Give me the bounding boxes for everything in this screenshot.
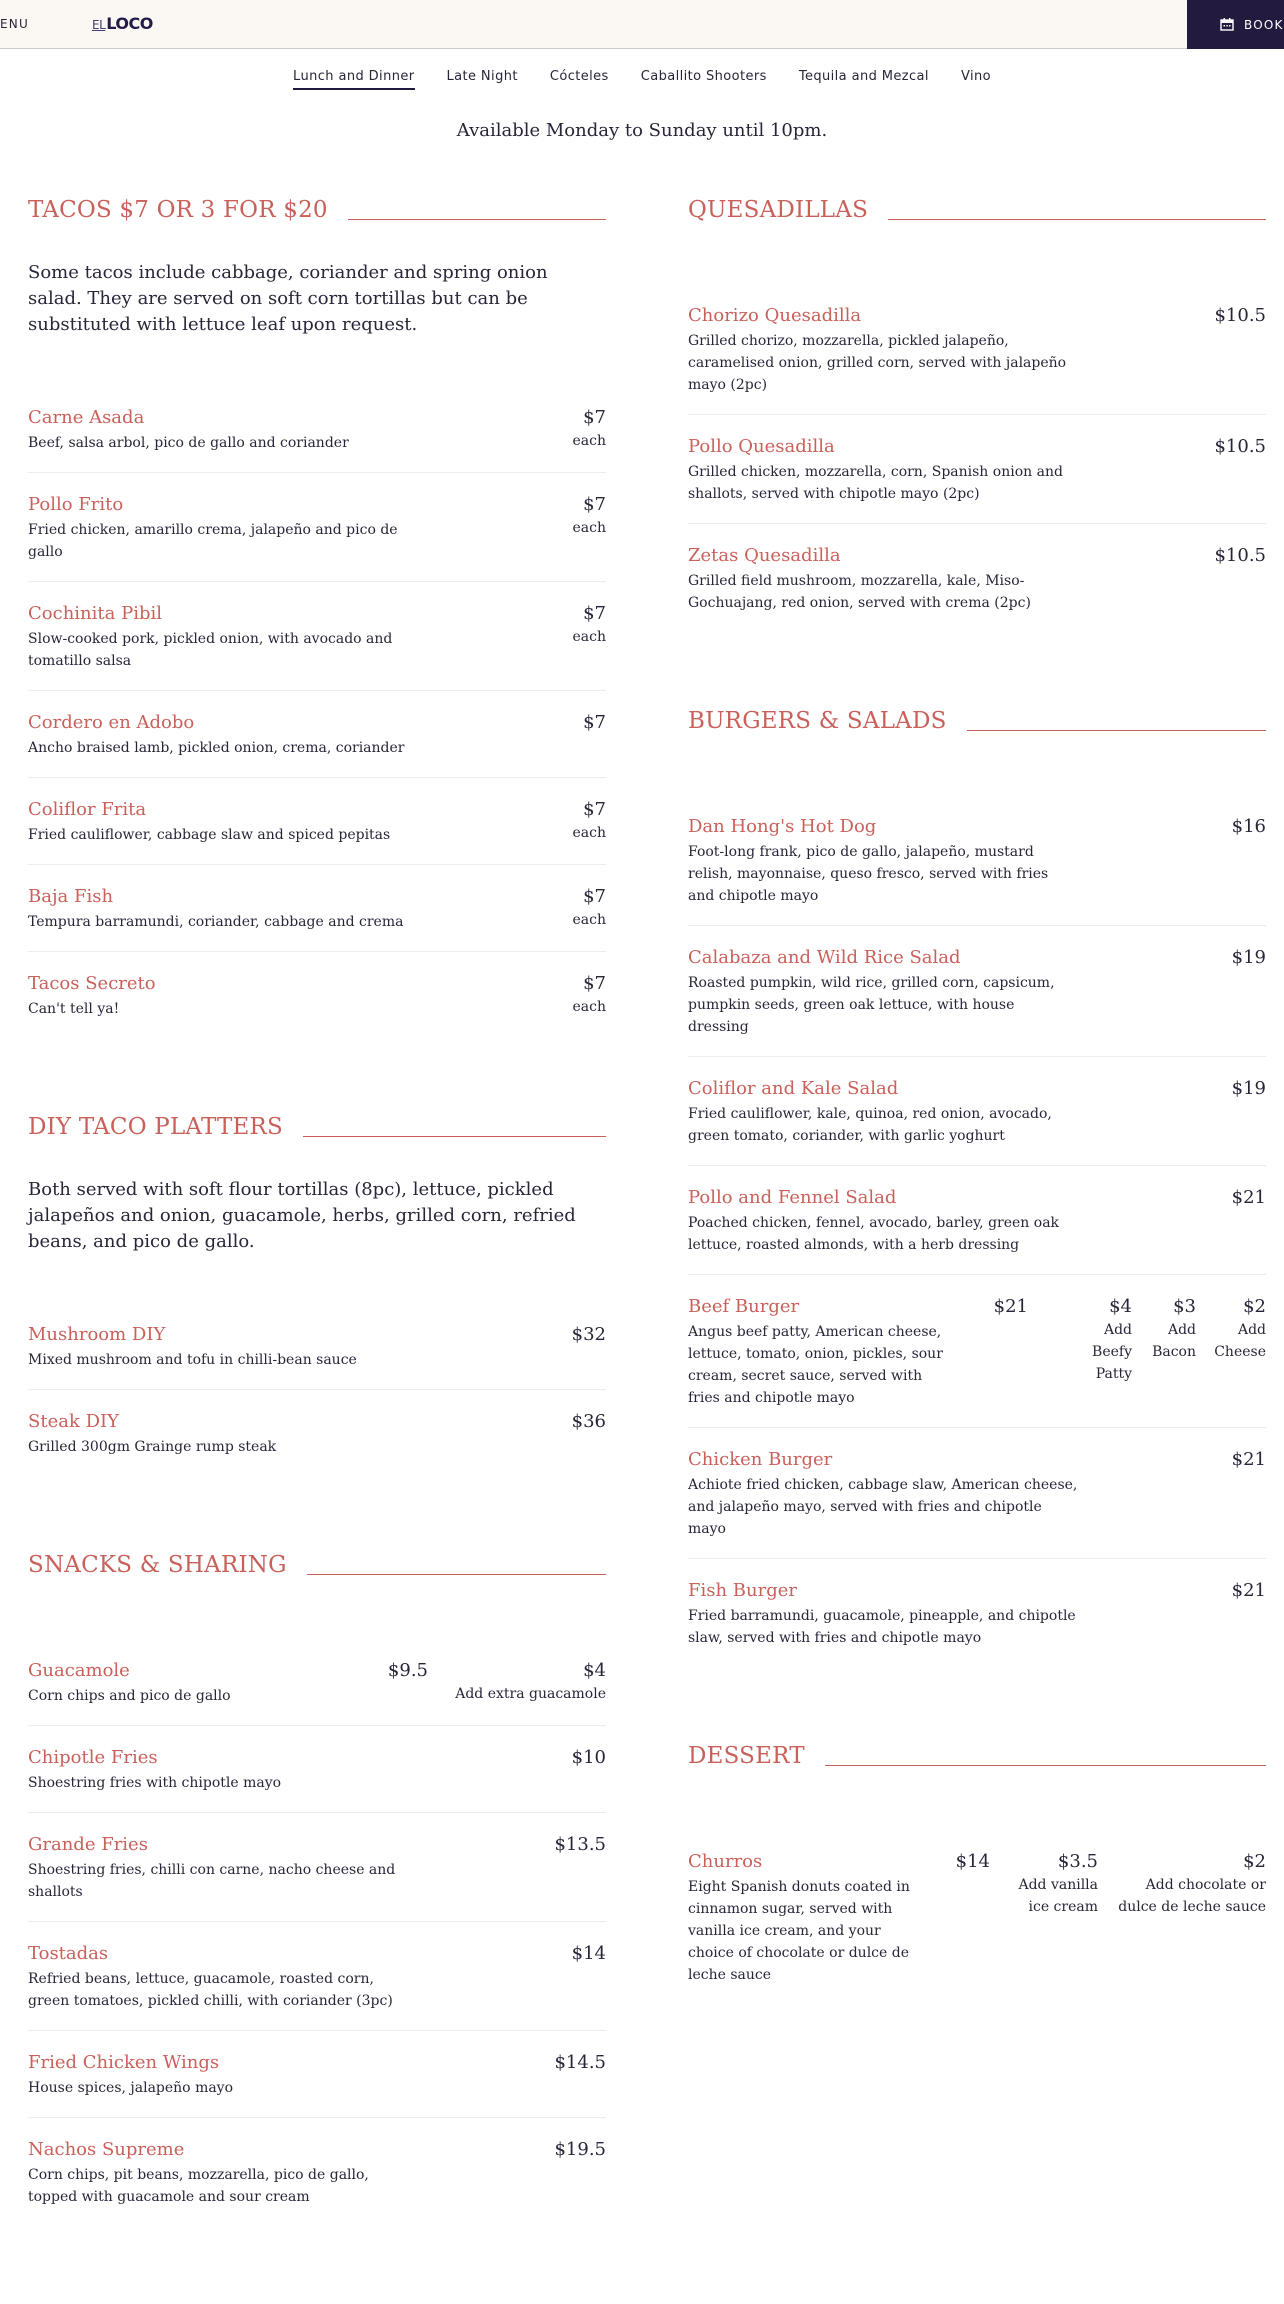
menu-item [28,2117,606,2226]
item-price: $21 [1231,1580,1266,1601]
item-name: Steak DIY [28,1411,120,1432]
item-name: Beef Burger [688,1296,800,1317]
item-name: Tacos Secreto [28,973,156,994]
price-group [388,1659,606,1705]
menu-item [688,815,1266,925]
section-header [688,710,1266,733]
item-name: Cochinita Pibil [28,603,162,624]
menu-item [688,1165,1266,1274]
addon-note: Add chocolate or dulce de leche sauce [1118,1877,1266,1915]
item-description: Refried beans, lettuce, guacamole, roasted corn, green tomatoes, pickled chilli, with coriander (3pc) [28,1971,393,2009]
logo-prefix: EL [92,18,106,32]
addon-price: $3 [1173,1296,1196,1317]
item-price: $7 [583,407,606,428]
item-price: $19 [1231,947,1266,968]
item-price: $7 [583,799,606,820]
menu-item [28,1389,606,1476]
menu-item [28,472,606,581]
top-bar [0,0,1284,49]
item-description: Achiote fried chicken, cabbage slaw, American cheese, and jalapeño mayo, served with fries and chipotle mayo [688,1477,1078,1537]
item-description: Corn chips, pit beans, mozzarella, pico de gallo, topped with guacamole and sour cream [28,2167,369,2205]
addon-note: Add extra guacamole [455,1686,606,1702]
item-description: Fried chicken, amarillo crema, jalapeño and pico de gallo [28,522,398,560]
item-price: $21 [993,1296,1028,1317]
item-price: $21 [1231,1187,1266,1208]
menu-item [28,864,606,951]
menu-item [688,1274,1266,1427]
item-name: Coliflor and Kale Salad [688,1078,899,1099]
section-burgers-and-salads [688,710,1266,1667]
addon-note: Add vanilla ice cream [1018,1877,1098,1915]
item-price: $7 [583,494,606,515]
section-divider [967,730,1266,731]
item-price: $7 [583,712,606,733]
menu-item [28,406,606,472]
addon-price: $2 [1243,1296,1266,1317]
item-description: Poached chicken, fennel, avocado, barley, green oak lettuce, roasted almonds, with a herb dressing [688,1215,1060,1253]
item-description: Tempura barramundi, coriander, cabbage and crema [28,914,404,930]
item-name: Nachos Supreme [28,2139,185,2160]
item-price: $19.5 [554,2139,606,2160]
menu-item [28,777,606,864]
item-price: $10 [571,1747,606,1768]
section-header [28,199,606,222]
menu-item [28,690,606,777]
price-group [956,1850,1266,1918]
item-name: Cordero en Adobo [28,712,195,733]
section-tacos [28,199,606,1038]
item-price: $10.5 [1214,545,1266,566]
section-divider [888,219,1266,220]
logo-text: LOCO [106,14,153,33]
item-description: Ancho braised lamb, pickled onion, crema, coriander [28,740,405,756]
item-name: Chorizo Quesadilla [688,305,862,326]
item-name: Pollo and Fennel Salad [688,1187,897,1208]
item-price: $9.5 [387,1660,428,1681]
menu-item [28,581,606,690]
item-list [28,1323,606,1476]
item-description: Beef, salsa arbol, pico de gallo and coriander [28,435,349,451]
section-divider [825,1765,1266,1766]
item-description: Mixed mushroom and tofu in chilli-bean sauce [28,1352,357,1368]
section-header [688,199,1266,222]
item-name: Coliflor Frita [28,799,147,820]
section-header [688,1745,1266,1768]
section-quesadillas [688,199,1266,632]
addon-price: $4 [583,1660,606,1681]
menu-item [688,1056,1266,1165]
menu-item [28,2030,606,2117]
menu-item [688,523,1266,632]
right-column [688,199,1266,2304]
menu-item [28,1659,606,1725]
tab-vino[interactable]: Vino [960,69,991,84]
item-description: Roasted pumpkin, wild rice, grilled corn, capsicum, pumpkin seeds, green oak lettuce, with house dressing [688,975,1055,1035]
price-note: each [572,433,606,449]
logo[interactable] [92,14,153,33]
price-note: each [572,520,606,536]
section-title: BURGERS & SALADS [688,708,947,734]
item-list [28,406,606,1038]
item-description: Can't tell ya! [28,1001,120,1017]
item-description: Corn chips and pico de gallo [28,1688,231,1704]
menu-item [688,1558,1266,1667]
book-button[interactable] [1187,0,1284,49]
item-name: Zetas Quesadilla [688,545,841,566]
addon-note: Add Bacon [1152,1322,1196,1360]
item-description: Grilled 300gm Grainge rump steak [28,1439,277,1455]
book-label: BOOK [1244,17,1284,32]
item-price: $7 [583,603,606,624]
item-description: Fried barramundi, guacamole, pineapple, and chipotle slaw, served with fries and chipotle mayo [688,1608,1076,1646]
item-list [688,1850,1266,2004]
item-description: Eight Spanish donuts coated in cinnamon sugar, served with vanilla ice cream, and your choice of chocolate or dulce de leche sauce [688,1879,910,1983]
item-name: Chicken Burger [688,1449,833,1470]
item-description: Shoestring fries, chilli con carne, nacho cheese and shallots [28,1862,396,1900]
item-description: Shoestring fries with chipotle mayo [28,1775,282,1791]
calendar-icon [1220,18,1234,31]
item-name: Churros [688,1851,763,1872]
item-name: Pollo Frito [28,494,124,515]
item-list [688,304,1266,632]
menu-item [688,925,1266,1056]
item-price: $7 [583,973,606,994]
item-list [28,1659,606,2226]
menu-item [28,1812,606,1921]
item-name: Tostadas [28,1943,109,1964]
item-name: Guacamole [28,1660,130,1681]
price-group [994,1295,1266,1385]
item-price: $16 [1231,816,1266,837]
item-description: Grilled chorizo, mozzarella, pickled jalapeño, caramelised onion, grilled corn, served with jalapeño mayo (2pc) [688,333,1067,393]
item-description: Slow-cooked pork, pickled onion, with avocado and tomatillo salsa [28,631,393,669]
menu-item [28,1725,606,1812]
section-divider [307,1574,606,1575]
section-header [28,1554,606,1577]
item-description: Angus beef patty, American cheese, lettuce, tomato, onion, pickles, sour cream, secret sauce, served with fries and chipotle mayo [688,1324,943,1406]
item-description: Grilled chicken, mozzarella, corn, Spanish onion and shallots, served with chipotle mayo (2pc) [688,464,1063,502]
menu-button[interactable]: ENU [0,17,29,31]
item-price: $14 [955,1851,990,1872]
price-note: each [572,825,606,841]
addon-price: $3.5 [1057,1851,1098,1872]
item-name: Chipotle Fries [28,1747,158,1768]
item-price: $14 [571,1943,606,1964]
item-name: Baja Fish [28,886,114,907]
menu-item [688,304,1266,414]
item-description: Fried cauliflower, kale, quinoa, red onion, avocado, green tomato, coriander, with garlic yoghurt [688,1106,1052,1144]
item-description: Fried cauliflower, cabbage slaw and spiced pepitas [28,827,391,843]
left-column [28,199,606,2304]
item-name: Fried Chicken Wings [28,2052,220,2073]
section-divider [303,1136,606,1137]
item-name: Fish Burger [688,1580,798,1601]
item-list [688,815,1266,1667]
menu-item [688,1427,1266,1558]
section-intro: Both served with soft flour tortillas (8pc), lettuce, pickled jalapeños and onion, guacamole, herbs, grilled corn, refried beans, and pico de gallo. [28,1179,576,1252]
addon-price: $2 [1243,1851,1266,1872]
item-price: $36 [571,1411,606,1432]
item-name: Grande Fries [28,1834,148,1855]
section-header [28,1116,606,1139]
item-description: Foot-long frank, pico de gallo, jalapeño, mustard relish, mayonnaise, queso fresco, served with fries and chipotle mayo [688,844,1049,904]
availability-note: Available Monday to Sunday until 10pm. [456,120,828,141]
item-price: $32 [571,1324,606,1345]
item-price: $21 [1231,1449,1266,1470]
tab-cocteles[interactable]: Cócteles [549,69,609,84]
tab-caballito-shooters[interactable]: Caballito Shooters [640,69,767,84]
price-note: each [572,999,606,1015]
tab-tequila-and-mezcal[interactable]: Tequila and Mezcal [798,69,929,84]
item-description: House spices, jalapeño mayo [28,2080,234,2096]
item-price: $10.5 [1214,305,1266,326]
section-title: TACOS $7 OR 3 FOR $20 [28,197,328,223]
price-note: each [572,629,606,645]
item-price: $19 [1231,1078,1266,1099]
item-name: Dan Hong's Hot Dog [688,816,877,837]
menu-columns [0,199,1284,2304]
tab-lunch-and-dinner[interactable]: Lunch and Dinner [293,69,414,90]
item-name: Pollo Quesadilla [688,436,835,457]
section-title: SNACKS & SHARING [28,1552,287,1578]
menu-tabs [0,69,1284,90]
section-intro: Some tacos include cabbage, coriander and spring onion salad. They are served on soft corn tortillas but can be substituted with lettuce leaf upon request. [28,262,548,335]
item-price: $7 [583,886,606,907]
menu-item [28,1921,606,2030]
addon-note: Add Beefy Patty [1092,1322,1132,1382]
section-dessert [688,1745,1266,2004]
menu-item [28,951,606,1038]
item-name: Calabaza and Wild Rice Salad [688,947,961,968]
item-name: Mushroom DIY [28,1324,166,1345]
section-diy-taco-platters [28,1116,606,1476]
item-name: Carne Asada [28,407,145,428]
item-price: $13.5 [554,1834,606,1855]
section-title: QUESADILLAS [688,197,869,223]
menu-item [688,414,1266,523]
item-price: $14.5 [554,2052,606,2073]
section-divider [348,219,606,220]
addon-price: $4 [1109,1296,1132,1317]
section-title: DIY TACO PLATTERS [28,1114,283,1140]
menu-item [688,1850,1266,2004]
price-note: each [572,912,606,928]
tab-late-night[interactable]: Late Night [446,69,518,84]
section-title: DESSERT [688,1743,805,1769]
item-description: Grilled field mushroom, mozzarella, kale, Miso-Gochuajang, red onion, served with crema (2pc) [688,573,1031,611]
section-snacks-and-sharing [28,1554,606,2226]
menu-item [28,1323,606,1389]
item-price: $10.5 [1214,436,1266,457]
addon-note: Add Cheese [1214,1322,1266,1360]
